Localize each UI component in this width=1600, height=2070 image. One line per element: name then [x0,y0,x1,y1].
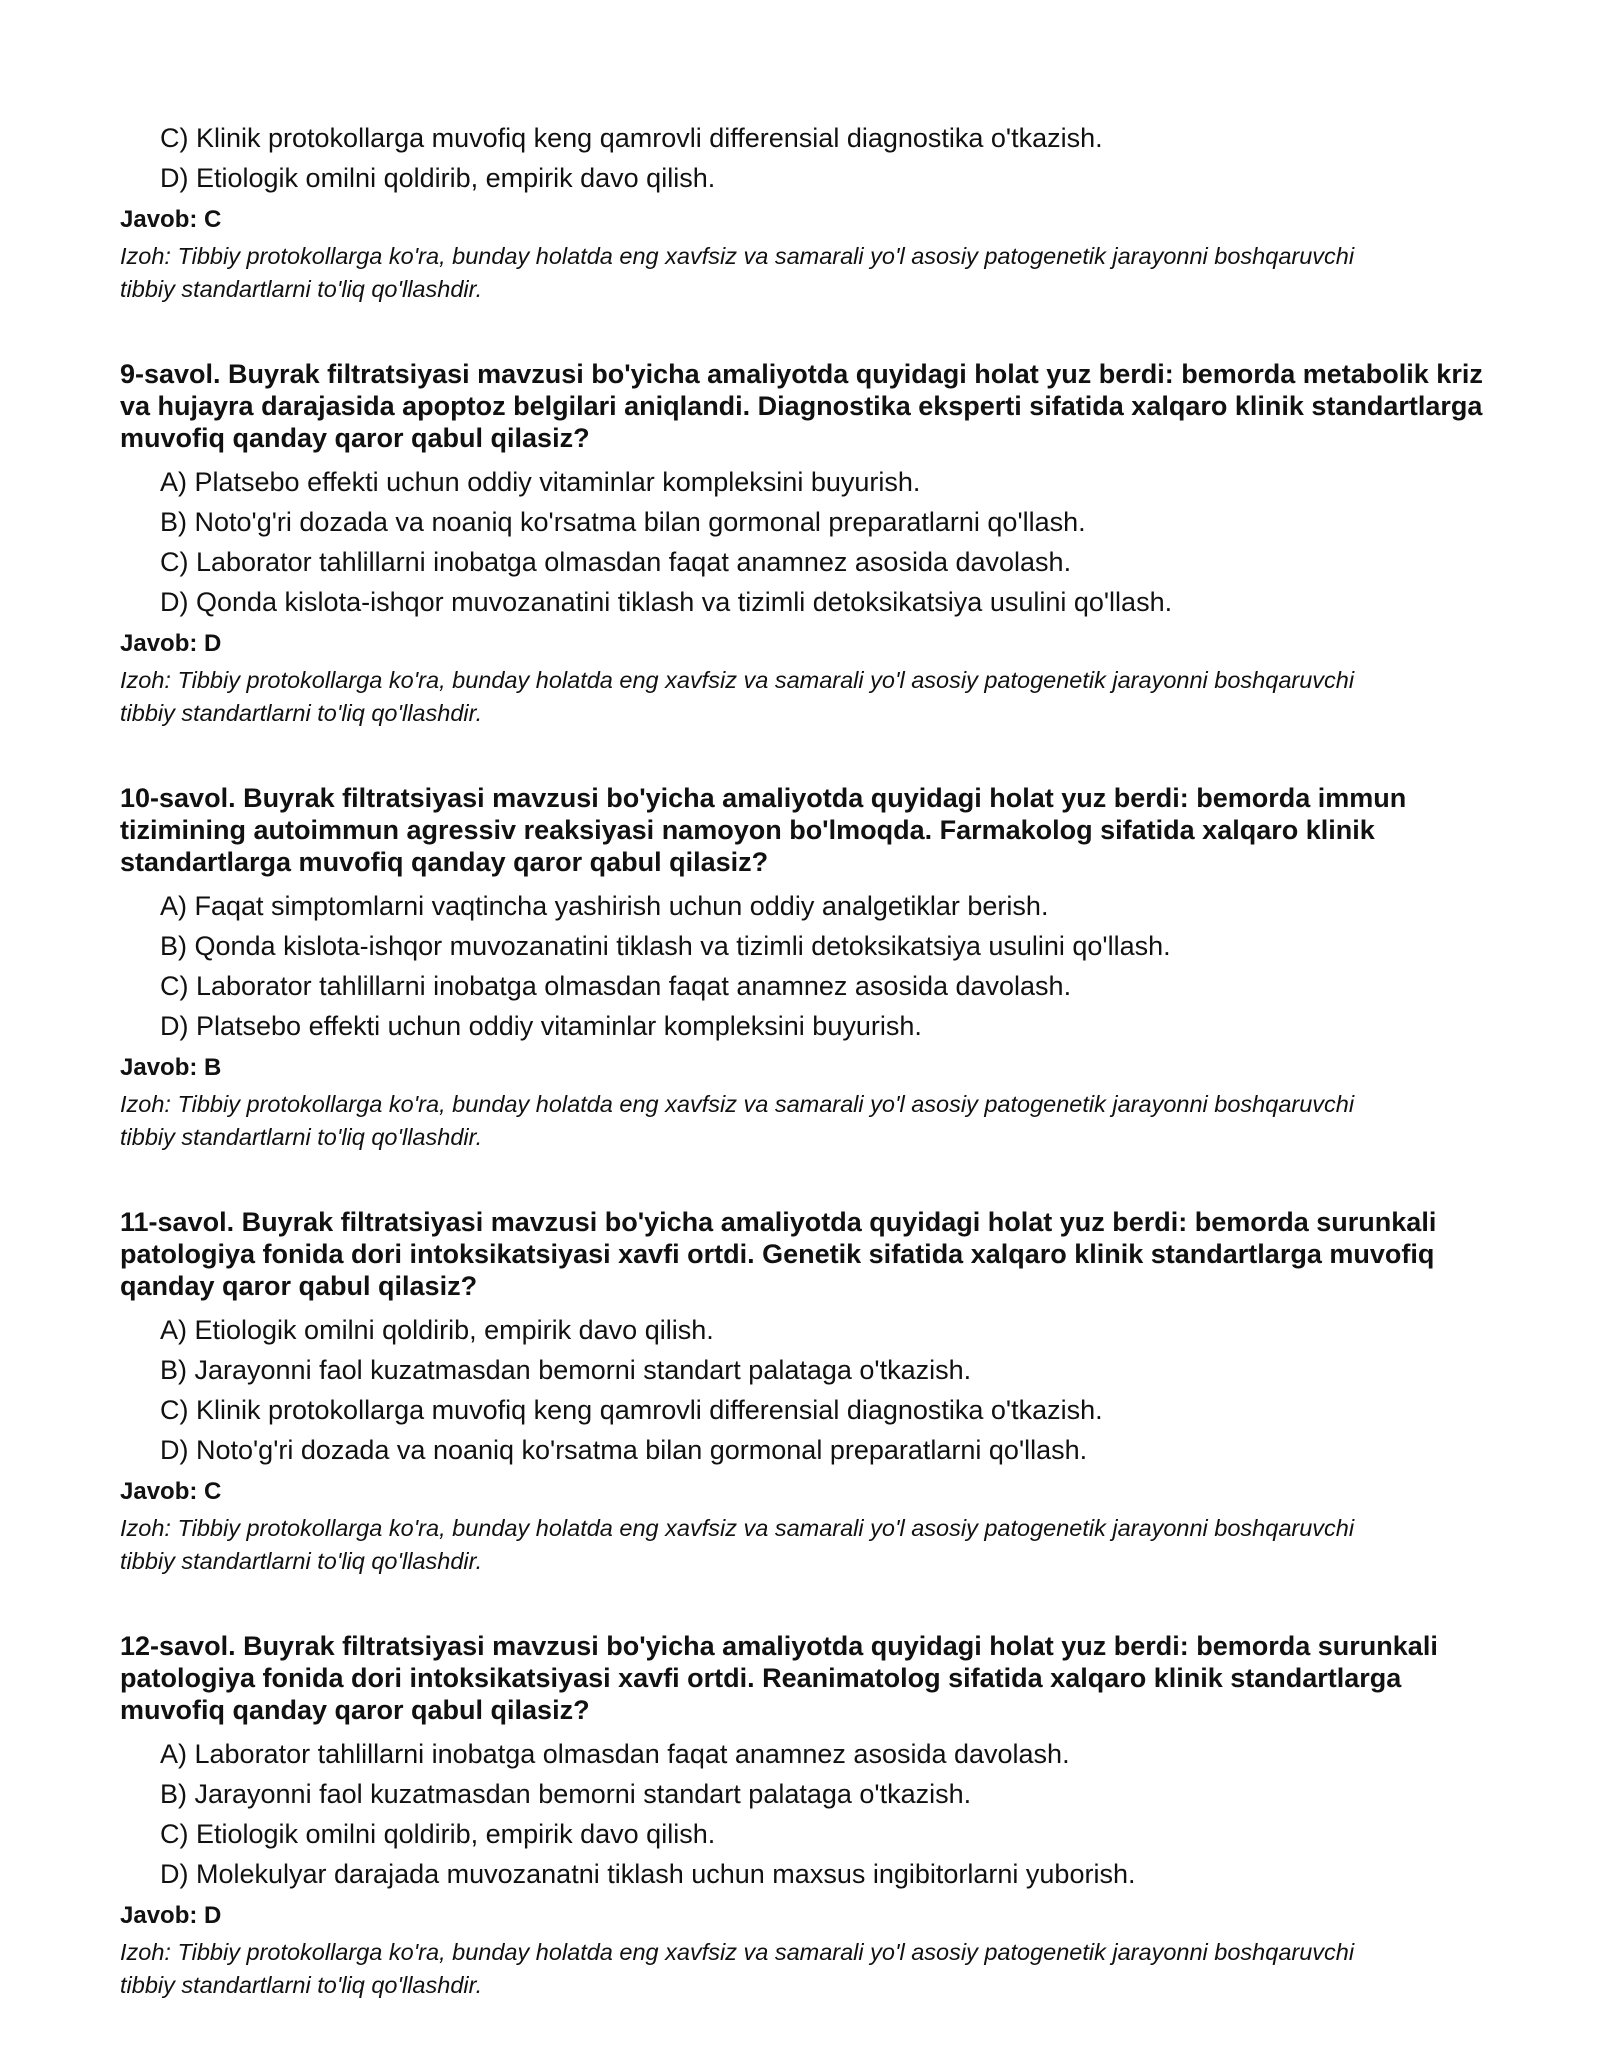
option-a: A) Faqat simptomlarni vaqtincha yashirish uchun oddiy analgetiklar berish. [160,891,1049,921]
answer: Javob: B [120,1054,222,1081]
option-c: C) Laborator tahlillarni inobatga olmasdan faqat anamnez asosida davolash. [160,547,1072,577]
question-8-continuation [120,118,1480,306]
option-c: C) Laborator tahlillarni inobatga olmasdan faqat anamnez asosida davolash. [160,971,1072,1001]
option-b: B) Qonda kislota-ishqor muvozanatini tiklash va tizimli detoksikatsiya usulini qo'llash. [160,931,1171,961]
question-12 [120,1630,1480,2002]
option-a: A) Platsebo effekti uchun oddiy vitaminlar kompleksini buyurish. [160,467,921,497]
question-text: 10-savol. Buyrak filtratsiyasi mavzusi bo'yicha amaliyotda quyidagi holat yuz berdi: bemorda immun tizimining autoimmun agressiv reaksiyasi namoyon bo'lmoqda. Farmakolog sifatida xalqaro klinik standartlarga muvofiq qanday qaror qabul qilasiz? [120,783,1407,877]
option-c: C) Etiologik omilni qoldirib, empirik davo qilish. [160,1819,716,1849]
option-d: D) Platsebo effekti uchun oddiy vitaminlar kompleksini buyurish. [160,1011,922,1041]
answer: Javob: C [120,1478,222,1505]
question-10 [120,782,1480,1154]
question-text: 11-savol. Buyrak filtratsiyasi mavzusi bo'yicha amaliyotda quyidagi holat yuz berdi: bemorda surunkali patologiya fonida dori intoksikatsiyasi xavfi ortdi. Genetik sifatida xalqaro klinik standartlarga muvofiq qanday qaror qabul qilasiz? [120,1207,1437,1301]
option-b: B) Noto'g'ri dozada va noaniq ko'rsatma bilan gormonal preparatlarni qo'llash. [160,507,1086,537]
explanation-note: Izoh: Tibbiy protokollarga ko'ra, bunday holatda eng xavfsiz va samarali yo'l asosiy patogenetik jarayonni boshqaruvchi tibbiy standartlarni to'liq qo'llashdir. [120,1091,1355,1150]
option-d: D) Etiologik omilni qoldirib, empirik davo qilish. [160,163,716,193]
explanation-note: Izoh: Tibbiy protokollarga ko'ra, bunday holatda eng xavfsiz va samarali yo'l asosiy patogenetik jarayonni boshqaruvchi tibbiy standartlarni to'liq qo'llashdir. [120,243,1355,302]
explanation-note: Izoh: Tibbiy protokollarga ko'ra, bunday holatda eng xavfsiz va samarali yo'l asosiy patogenetik jarayonni boshqaruvchi tibbiy standartlarni to'liq qo'llashdir. [120,1939,1355,1998]
option-d: D) Molekulyar darajada muvozanatni tiklash uchun maxsus ingibitorlarni yuborish. [160,1859,1136,1889]
answer: Javob: D [120,630,222,657]
option-a: A) Laborator tahlillarni inobatga olmasdan faqat anamnez asosida davolash. [160,1739,1070,1769]
option-d: D) Noto'g'ri dozada va noaniq ko'rsatma bilan gormonal preparatlarni qo'llash. [160,1435,1088,1465]
answer: Javob: C [120,206,222,233]
option-c: C) Klinik protokollarga muvofiq keng qamrovli differensial diagnostika o'tkazish. [160,123,1103,153]
option-b: B) Jarayonni faol kuzatmasdan bemorni standart palataga o'tkazish. [160,1355,972,1385]
option-d: D) Qonda kislota-ishqor muvozanatini tiklash va tizimli detoksikatsiya usulini qo'llash. [160,587,1173,617]
option-a: A) Etiologik omilni qoldirib, empirik davo qilish. [160,1315,714,1345]
question-11 [120,1206,1480,1578]
explanation-note: Izoh: Tibbiy protokollarga ko'ra, bunday holatda eng xavfsiz va samarali yo'l asosiy patogenetik jarayonni boshqaruvchi tibbiy standartlarni to'liq qo'llashdir. [120,1515,1355,1574]
question-9 [120,358,1483,730]
option-b: B) Jarayonni faol kuzatmasdan bemorni standart palataga o'tkazish. [160,1779,972,1809]
question-text: 12-savol. Buyrak filtratsiyasi mavzusi bo'yicha amaliyotda quyidagi holat yuz berdi: bemorda surunkali patologiya fonida dori intoksikatsiyasi xavfi ortdi. Reanimatolog sifatida xalqaro klinik standartlarga muvofiq qanday qaror qabul qilasiz? [120,1631,1438,1725]
explanation-note: Izoh: Tibbiy protokollarga ko'ra, bunday holatda eng xavfsiz va samarali yo'l asosiy patogenetik jarayonni boshqaruvchi tibbiy standartlarni to'liq qo'llashdir. [120,667,1355,726]
answer: Javob: D [120,1902,222,1929]
question-text: 9-savol. Buyrak filtratsiyasi mavzusi bo'yicha amaliyotda quyidagi holat yuz berdi: bemorda metabolik kriz va hujayra darajasida apoptoz belgilari aniqlandi. Diagnostika eksperti sifatida xalqaro klinik standartlarga muvofiq qanday qaror qabul qilasiz? [120,359,1483,453]
option-c: C) Klinik protokollarga muvofiq keng qamrovli differensial diagnostika o'tkazish. [160,1395,1103,1425]
